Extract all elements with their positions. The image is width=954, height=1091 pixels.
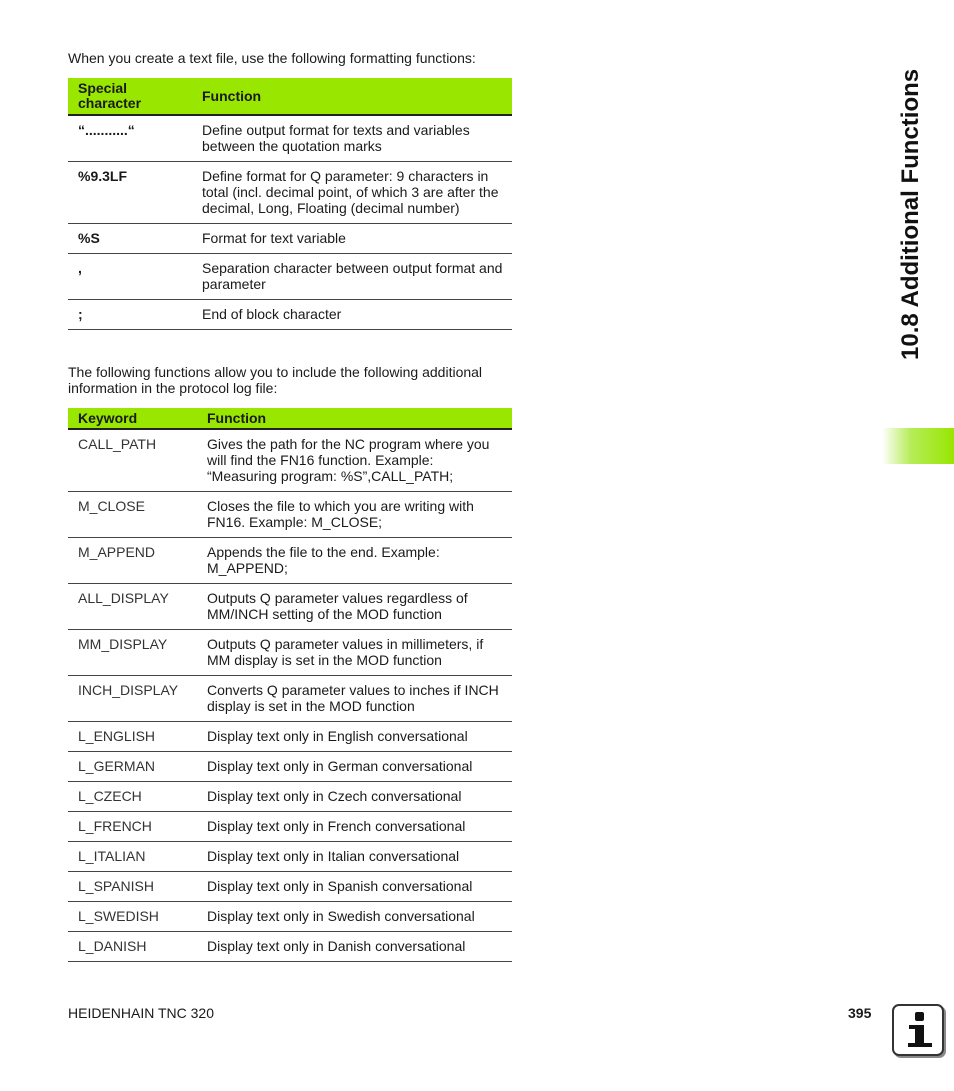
table-row <box>68 300 512 330</box>
key-cell: ALL_DISPLAY <box>68 584 197 630</box>
table-row <box>68 492 512 538</box>
key-cell: L_FRENCH <box>68 812 197 842</box>
description-cell: Display text only in English conversational <box>197 722 512 752</box>
table-header-row <box>68 78 512 115</box>
key-cell: MM_DISPLAY <box>68 630 197 676</box>
table-row <box>68 752 512 782</box>
description-cell: Display text only in Swedish conversational <box>197 902 512 932</box>
key-cell: ; <box>68 300 192 330</box>
key-cell: INCH_DISPLAY <box>68 676 197 722</box>
table-row <box>68 630 512 676</box>
key-cell: L_SPANISH <box>68 872 197 902</box>
table-row <box>68 254 512 300</box>
description-cell: Outputs Q parameter values in millimeters, if MM display is set in the MOD function <box>197 630 512 676</box>
description-cell: Display text only in German conversational <box>197 752 512 782</box>
intro-text-formatting: When you create a text file, use the following formatting functions: <box>68 50 476 66</box>
key-cell: L_SWEDISH <box>68 902 197 932</box>
table-row <box>68 932 512 962</box>
formatting-functions-table <box>68 78 512 330</box>
footer-product-name: HEIDENHAIN TNC 320 <box>68 1005 215 1021</box>
table-row <box>68 872 512 902</box>
table-row <box>68 812 512 842</box>
description-cell: Outputs Q parameter values regardless of MM/INCH setting of the MOD function <box>197 584 512 630</box>
description-cell: Display text only in Czech conversational <box>197 782 512 812</box>
chapter-tab-marker <box>882 428 954 464</box>
description-cell: Display text only in French conversational <box>197 812 512 842</box>
table-row <box>68 224 512 254</box>
key-cell: M_APPEND <box>68 538 197 584</box>
intro-text-log-functions: The following functions allow you to include the following additional information in the protocol log file: <box>68 364 483 396</box>
description-cell: Closes the file to which you are writing with FN16. Example: M_CLOSE; <box>197 492 512 538</box>
column-header-function: Function <box>192 78 512 115</box>
column-header-keyword: Keyword <box>68 408 197 429</box>
description-cell: Define format for Q parameter: 9 characters in total (incl. decimal point, of which 3 are after the decimal, Long, Floating (decimal number) <box>192 162 512 224</box>
description-cell: End of block character <box>192 300 512 330</box>
key-cell: “...........“ <box>68 115 192 162</box>
column-header-function: Function <box>197 408 512 429</box>
description-cell: Display text only in Danish conversational <box>197 932 512 962</box>
table-row <box>68 584 512 630</box>
key-cell: L_ITALIAN <box>68 842 197 872</box>
description-cell: Format for text variable <box>192 224 512 254</box>
column-header-special-character: Special character <box>68 78 192 115</box>
description-cell: Display text only in Italian conversational <box>197 842 512 872</box>
key-cell: CALL_PATH <box>68 429 197 492</box>
key-cell: L_GERMAN <box>68 752 197 782</box>
key-cell: M_CLOSE <box>68 492 197 538</box>
section-title-vertical: 10.8 Additional Functions <box>897 68 924 360</box>
table-row <box>68 722 512 752</box>
key-cell: L_CZECH <box>68 782 197 812</box>
page-number: 395 <box>848 1005 872 1021</box>
key-cell: L_ENGLISH <box>68 722 197 752</box>
table-row <box>68 429 512 492</box>
info-icon <box>892 1004 944 1056</box>
table-row <box>68 902 512 932</box>
table-header-row <box>68 408 512 429</box>
table-row <box>68 676 512 722</box>
table-row <box>68 842 512 872</box>
key-cell: L_DANISH <box>68 932 197 962</box>
description-cell: Converts Q parameter values to inches if INCH display is set in the MOD function <box>197 676 512 722</box>
key-cell: %S <box>68 224 192 254</box>
table-row <box>68 782 512 812</box>
description-cell: Define output format for texts and variables between the quotation marks <box>192 115 512 162</box>
log-keywords-table <box>68 408 512 962</box>
key-cell: %9.3LF <box>68 162 192 224</box>
key-cell: , <box>68 254 192 300</box>
description-cell: Display text only in Spanish conversational <box>197 872 512 902</box>
description-cell: Gives the path for the NC program where you will find the FN16 function. Example: “Measuring program: %S”,CALL_PATH; <box>197 429 512 492</box>
table-row <box>68 115 512 162</box>
description-cell: Separation character between output format and parameter <box>192 254 512 300</box>
table-row <box>68 162 512 224</box>
table-row <box>68 538 512 584</box>
description-cell: Appends the file to the end. Example: M_APPEND; <box>197 538 512 584</box>
